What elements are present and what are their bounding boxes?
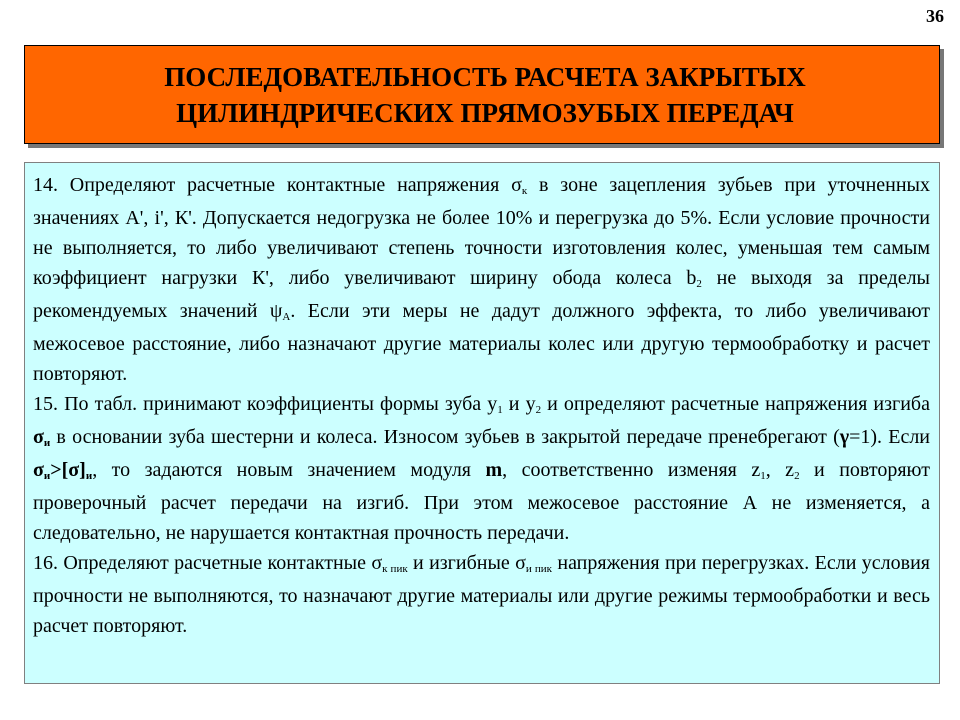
slide-title-line-1: ПОСЛЕДОВАТЕЛЬНОСТЬ РАСЧЕТА ЗАКРЫТЫХ xyxy=(164,61,806,92)
step-15-text: , то задаются новым значением модуля xyxy=(92,459,486,481)
subscript: 1 xyxy=(760,470,766,482)
step-15-text: в основании зуба шестерни и колеса. Износом зубьев в закрытой передаче пренебрегают ( xyxy=(50,426,840,448)
step-15-text: =1). Если xyxy=(849,426,931,448)
content-panel xyxy=(24,162,940,684)
subscript: 2 xyxy=(794,470,800,482)
step-16-text: напряжения при перегрузках. Если условия прочности не выполняются, то назначают другие материалы или другие режимы термообработки и весь расчет повторяют. xyxy=(33,552,930,637)
step-15-text: и y xyxy=(502,393,536,415)
subscript: А xyxy=(282,311,291,323)
step-14-text: 14. Определяют расчетные контактные напряжения σ xyxy=(33,174,522,196)
subscript: и xyxy=(43,437,51,449)
step-16-text: 16. Определяют расчетные контактные σ xyxy=(33,552,383,574)
subscript: и xyxy=(85,470,93,482)
slide-title-banner xyxy=(24,45,940,144)
step-14-text: . Если эти меры не дадут должного эффекта, то либо увеличивают межосевое расстояние, либо назначают другие материалы колес или другую термообработку и расчет повторяют. xyxy=(33,300,930,385)
step-14-text: не выходя за пределы рекомендуемых значений ψ xyxy=(33,267,930,322)
subscript: 1 xyxy=(497,404,503,416)
step-15-text: , z xyxy=(765,459,795,481)
page-number: 36 xyxy=(926,6,944,26)
step-15-text: 15. По табл. принимают коэффициенты формы зуба y xyxy=(33,393,498,415)
allowable-stress-symbol: >[σ] xyxy=(50,459,86,481)
module-symbol: m xyxy=(485,459,503,481)
step-14-paragraph xyxy=(33,170,930,389)
subscript: и пик xyxy=(525,563,553,575)
step-15-text: и повторяют проверочный расчет передачи на изгиб. При этом межосевое расстояние А не изменяется, а следовательно, не нарушается контактная прочность передачи. xyxy=(33,459,930,544)
bending-stress-symbol: σ xyxy=(33,459,44,481)
step-15-text: и определяют расчетные напряжения изгиба xyxy=(541,393,930,415)
gamma-symbol: γ xyxy=(839,426,850,448)
step-16-text: и изгибные σ xyxy=(407,552,526,574)
subscript: 2 xyxy=(696,278,702,290)
step-15-text: , соответственно изменяя z xyxy=(502,459,761,481)
step-14-text: в зоне зацепления зубьев при уточненных значениях А', i', К'. Допускается недогрузка не более 10% и перегрузка до 5%. Если условие прочности не выполняется, то либо увеличивают степень точности изготовления колес, уменьшая тем самым коэффициент нагрузки К', либо увеличивают ширину обода колеса b xyxy=(33,174,930,289)
subscript: 2 xyxy=(535,404,542,416)
bending-stress-symbol: σ xyxy=(33,426,44,448)
slide-title-line-2: ЦИЛИНДРИЧЕСКИХ ПРЯМОЗУБЫХ ПЕРЕДАЧ xyxy=(176,97,794,128)
subscript: и xyxy=(43,470,51,482)
step-16-paragraph xyxy=(33,548,930,641)
subscript: к пик xyxy=(382,563,408,575)
step-15-paragraph xyxy=(33,389,930,548)
subscript: к xyxy=(521,185,528,197)
